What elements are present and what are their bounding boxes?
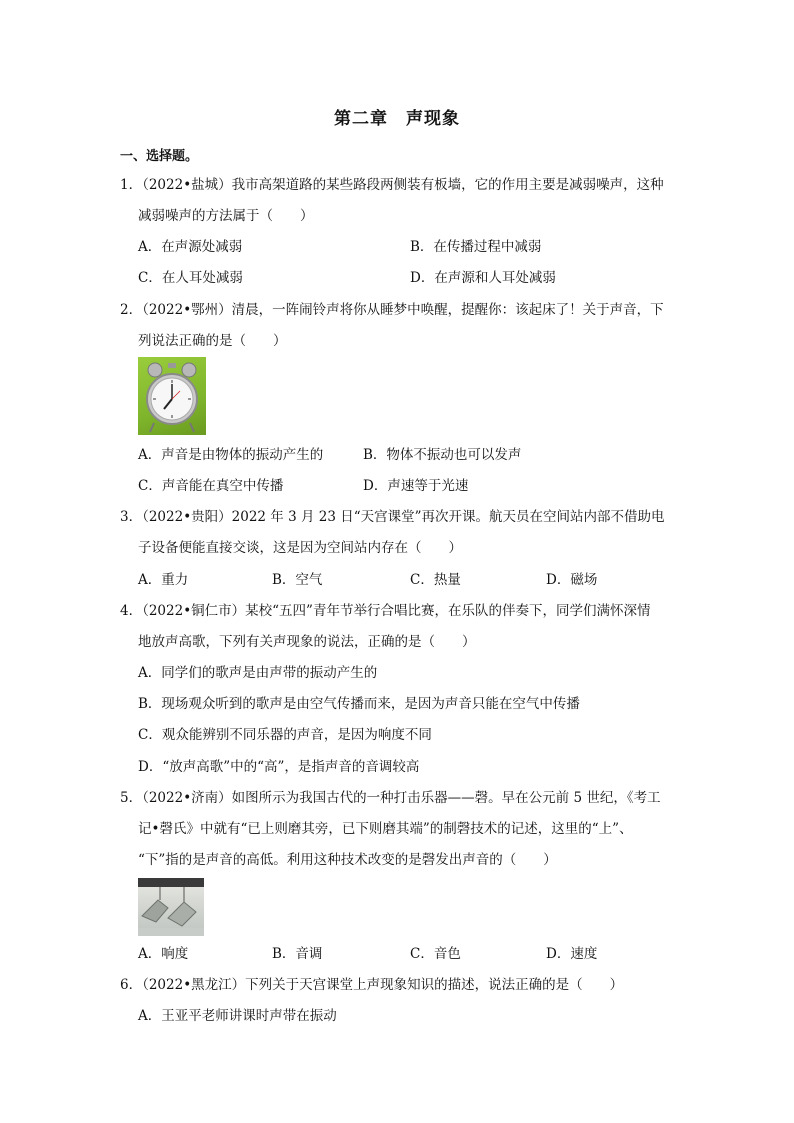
question-4-option-c: C．观众能辨别不同乐器的声音，是因为响度不同 xyxy=(138,727,432,743)
question-4-option-d: D．“放声高歌”中的“高”，是指声音的音调较高 xyxy=(138,759,420,775)
question-3-option-c: C．热量 xyxy=(410,572,461,588)
chapter-title: 第二章 声现象 xyxy=(334,109,460,129)
question-4-line-1: 4．（2022•铜仁市）某校“五四”青年节举行合唱比赛，在乐队的伴奏下，同学们满怀深情 xyxy=(120,603,651,619)
alarm-clock-image xyxy=(138,357,206,435)
question-4-line-2: 地放声高歌，下列有关声现象的说法，正确的是（ ） xyxy=(138,634,476,650)
question-5-line-3: “下”指的是声音的高低。利用这种技术改变的是磬发出声音的（ ） xyxy=(138,852,557,868)
section-heading: 一、选择题。 xyxy=(120,149,199,164)
question-6-option-a: A．王亚平老师讲课时声带在振动 xyxy=(138,1008,337,1024)
question-2-option-b: B．物体不振动也可以发声 xyxy=(363,447,522,463)
question-2-line-1: 2．（2022•鄂州）清晨，一阵闹铃声将你从睡梦中唤醒，提醒你：该起床了！关于声音，下 xyxy=(120,302,664,318)
question-6-line-1: 6．（2022•黑龙江）下列关于天宫课堂上声现象知识的描述，说法正确的是（ ） xyxy=(120,977,624,993)
question-5-option-c: C．音色 xyxy=(410,946,461,962)
question-4-option-a: A．同学们的歌声是由声带的振动产生的 xyxy=(138,665,378,681)
question-1-option-c: C．在人耳处减弱 xyxy=(138,270,243,286)
question-2-line-2: 列说法正确的是（ ） xyxy=(138,333,287,349)
question-2-option-d: D．声速等于光速 xyxy=(363,478,469,494)
question-5-line-2: 记•磬氏》中就有“已上则磨其旁，已下则磨其端”的制磬技术的记述，这里的“上”、 xyxy=(138,821,633,837)
question-1-line-1: 1．（2022•盐城）我市高架道路的某些路段两侧装有板墙，它的作用主要是减弱噪声，这种 xyxy=(120,177,664,193)
question-1-option-b: B．在传播过程中减弱 xyxy=(410,239,542,255)
question-1-line-2: 减弱噪声的方法属于（ ） xyxy=(138,208,314,224)
question-5-option-b: B．音调 xyxy=(272,946,323,962)
question-4-option-b: B．现场观众听到的歌声是由空气传播而来，是因为声音只能在空气中传播 xyxy=(138,696,580,712)
question-3-option-d: D．磁场 xyxy=(546,572,598,588)
question-1-option-d: D．在声源和人耳处减弱 xyxy=(410,270,556,286)
question-5-option-a: A．响度 xyxy=(138,946,189,962)
question-5-line-1: 5．（2022•济南）如图所示为我国古代的一种打击乐器——磬。早在公元前 5 世纪，《考工 xyxy=(120,790,661,806)
question-5-option-d: D．速度 xyxy=(546,946,598,962)
chime-stone-image xyxy=(138,878,204,936)
question-3-line-2: 子设备便能直接交谈，这是因为空间站内存在（ ） xyxy=(138,540,462,556)
question-2-option-c: C．声音能在真空中传播 xyxy=(138,478,284,494)
question-1-option-a: A．在声源处减弱 xyxy=(138,239,243,255)
question-3-option-b: B．空气 xyxy=(272,572,323,588)
question-3-option-a: A．重力 xyxy=(138,572,189,588)
question-2-option-a: A．声音是由物体的振动产生的 xyxy=(138,447,324,463)
question-3-line-1: 3．（2022•贵阳）2022 年 3 月 23 日“天宫课堂”再次开课。航天员在空间站内部不借助电 xyxy=(120,509,665,525)
